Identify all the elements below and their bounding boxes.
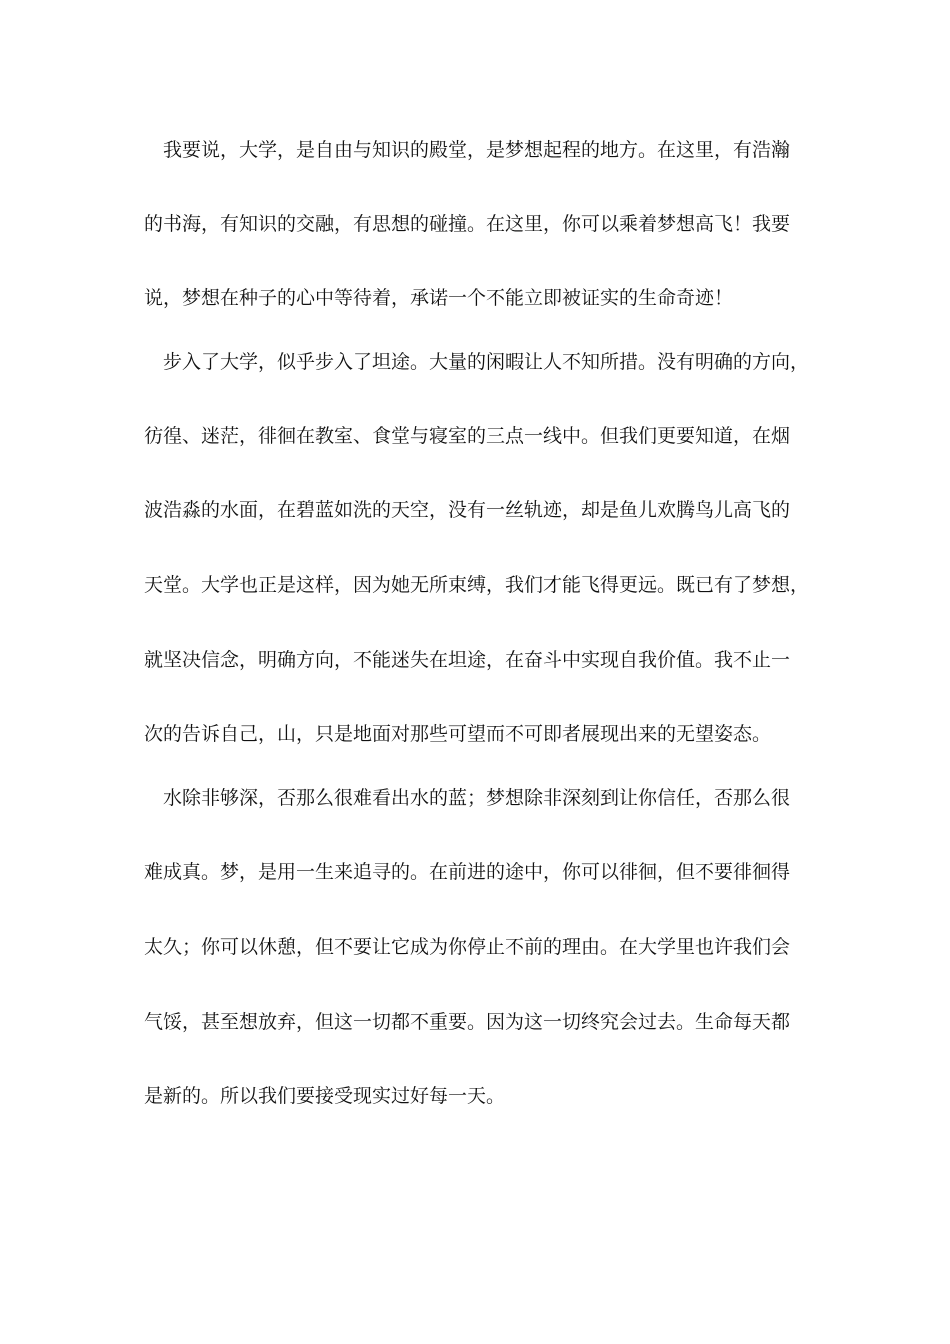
paragraph-1-line-3: 说，梦想在种子的心中等待着，承诺一个不能立即被证实的生命奇迹！ xyxy=(144,287,734,309)
paragraph-3-line-3: 太久；你可以休憩，但不要让它成为你停止不前的理由。在大学里也许我们会 xyxy=(144,936,791,958)
paragraph-2-line-6: 次的告诉自己，山，只是地面对那些可望而不可即者展现出来的无望姿态。 xyxy=(144,723,772,745)
paragraph-2-line-4: 天堂。大学也正是这样，因为她无所束缚，我们才能飞得更远。既已有了梦想， xyxy=(144,574,810,596)
paragraph-3-line-4: 气馁，甚至想放弃，但这一切都不重要。因为这一切终究会过去。生命每天都 xyxy=(144,1011,791,1033)
paragraph-1-line-2: 的书海，有知识的交融，有思想的碰撞。在这里，你可以乘着梦想高飞！我要 xyxy=(144,213,791,235)
paragraph-3-line-2: 难成真。梦，是用一生来追寻的。在前进的途中，你可以徘徊，但不要徘徊得 xyxy=(144,861,791,883)
paragraph-2-line-2: 彷徨、迷茫，徘徊在教室、食堂与寝室的三点一线中。但我们更要知道，在烟 xyxy=(144,425,791,447)
paragraph-2-line-3: 波浩淼的水面，在碧蓝如洗的天空，没有一丝轨迹，却是鱼儿欢腾鸟儿高飞的 xyxy=(144,499,791,521)
paragraph-2-line-1: 步入了大学，似乎步入了坦途。大量的闲暇让人不知所措。没有明确的方向， xyxy=(163,351,810,373)
paragraph-3-line-1: 水除非够深，否那么很难看出水的蓝；梦想除非深刻到让你信任，否那么很 xyxy=(163,787,791,809)
paragraph-1-line-1: 我要说，大学，是自由与知识的殿堂，是梦想起程的地方。在这里，有浩瀚 xyxy=(163,139,791,161)
paragraph-2-line-5: 就坚决信念，明确方向，不能迷失在坦途，在奋斗中实现自我价值。我不止一 xyxy=(144,649,791,671)
paragraph-3-line-5: 是新的。所以我们要接受现实过好每一天。 xyxy=(144,1085,506,1107)
